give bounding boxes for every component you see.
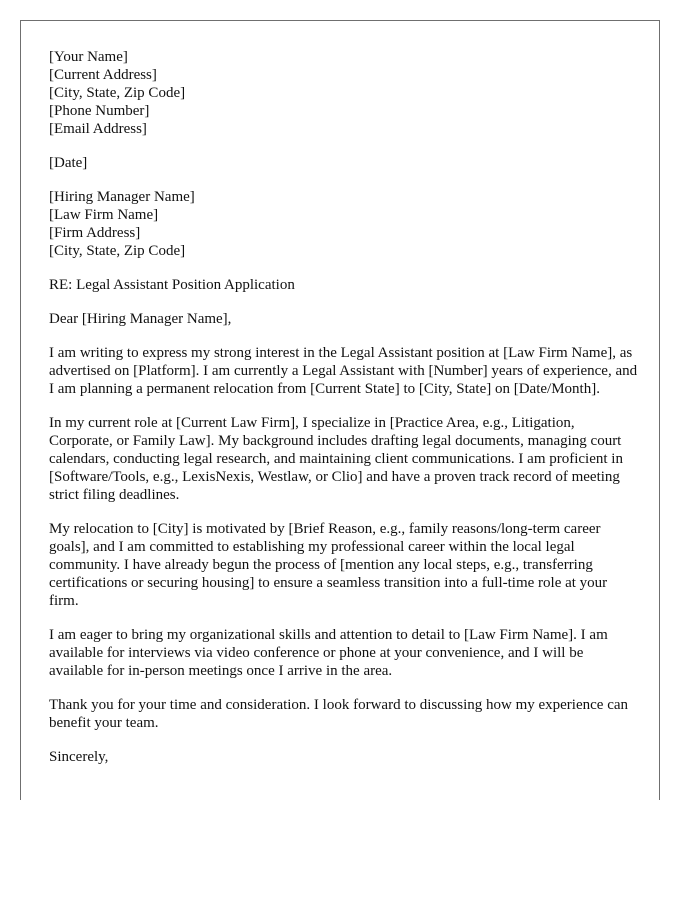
recipient-block	[49, 188, 639, 260]
recipient-city-state-zip: [City, State, Zip Code]	[49, 243, 186, 259]
body-paragraph-2: In my current role at [Current Law Firm], I specialize in [Practice Area, e.g., Litigation, Corporate, or Family Law]. My background includes drafting legal documents, managing court calendars, conducting legal research, and maintaining client communications. I am proficient in [Software/Tools, e.g., LexisNexis, Westlaw, or Clio] and have a proven track record of meeting strict filing deadlines.	[49, 415, 623, 503]
sender-city-state-zip: [City, State, Zip Code]	[49, 85, 186, 101]
date-block	[49, 154, 639, 172]
sender-block	[49, 48, 639, 138]
sender-address: [Current Address]	[49, 67, 157, 83]
salutation: Dear [Hiring Manager Name],	[49, 311, 232, 327]
body-paragraph-5: Thank you for your time and consideration. I look forward to discussing how my experience can benefit your team.	[49, 697, 629, 731]
recipient-firm: [Law Firm Name]	[49, 207, 159, 223]
closing: Sincerely,	[49, 749, 109, 765]
body-paragraph-4: I am eager to bring my organizational skills and attention to detail to [Law Firm Name]. I am available for interviews via video conference or phone at your convenience, and I will be available for in-person meetings once I arrive in the area.	[49, 627, 608, 679]
body-paragraph-1: I am writing to express my strong interest in the Legal Assistant position at [Law Firm Name], as advertised on [Platform]. I am currently a Legal Assistant with [Number] years of experience, and I am planning a permanent relocation from [Current State] to [City, State] on [Date/Month].	[49, 345, 638, 397]
recipient-address: [Firm Address]	[49, 225, 141, 241]
subject-line: RE: Legal Assistant Position Application	[49, 277, 295, 293]
body-paragraph-3: My relocation to [City] is motivated by [Brief Reason, e.g., family reasons/long-term career goals], and I am committed to establishing my professional career within the local legal community. I have already begun the process of [mention any local steps, e.g., transferring certifications or securing housing] to ensure a seamless transition into a full-time role at your firm.	[49, 521, 608, 609]
sender-phone: [Phone Number]	[49, 103, 150, 119]
cover-letter	[49, 48, 639, 766]
recipient-manager: [Hiring Manager Name]	[49, 189, 195, 205]
sender-name: [Your Name]	[49, 49, 128, 65]
letter-date: [Date]	[49, 155, 88, 171]
sender-email: [Email Address]	[49, 121, 147, 137]
